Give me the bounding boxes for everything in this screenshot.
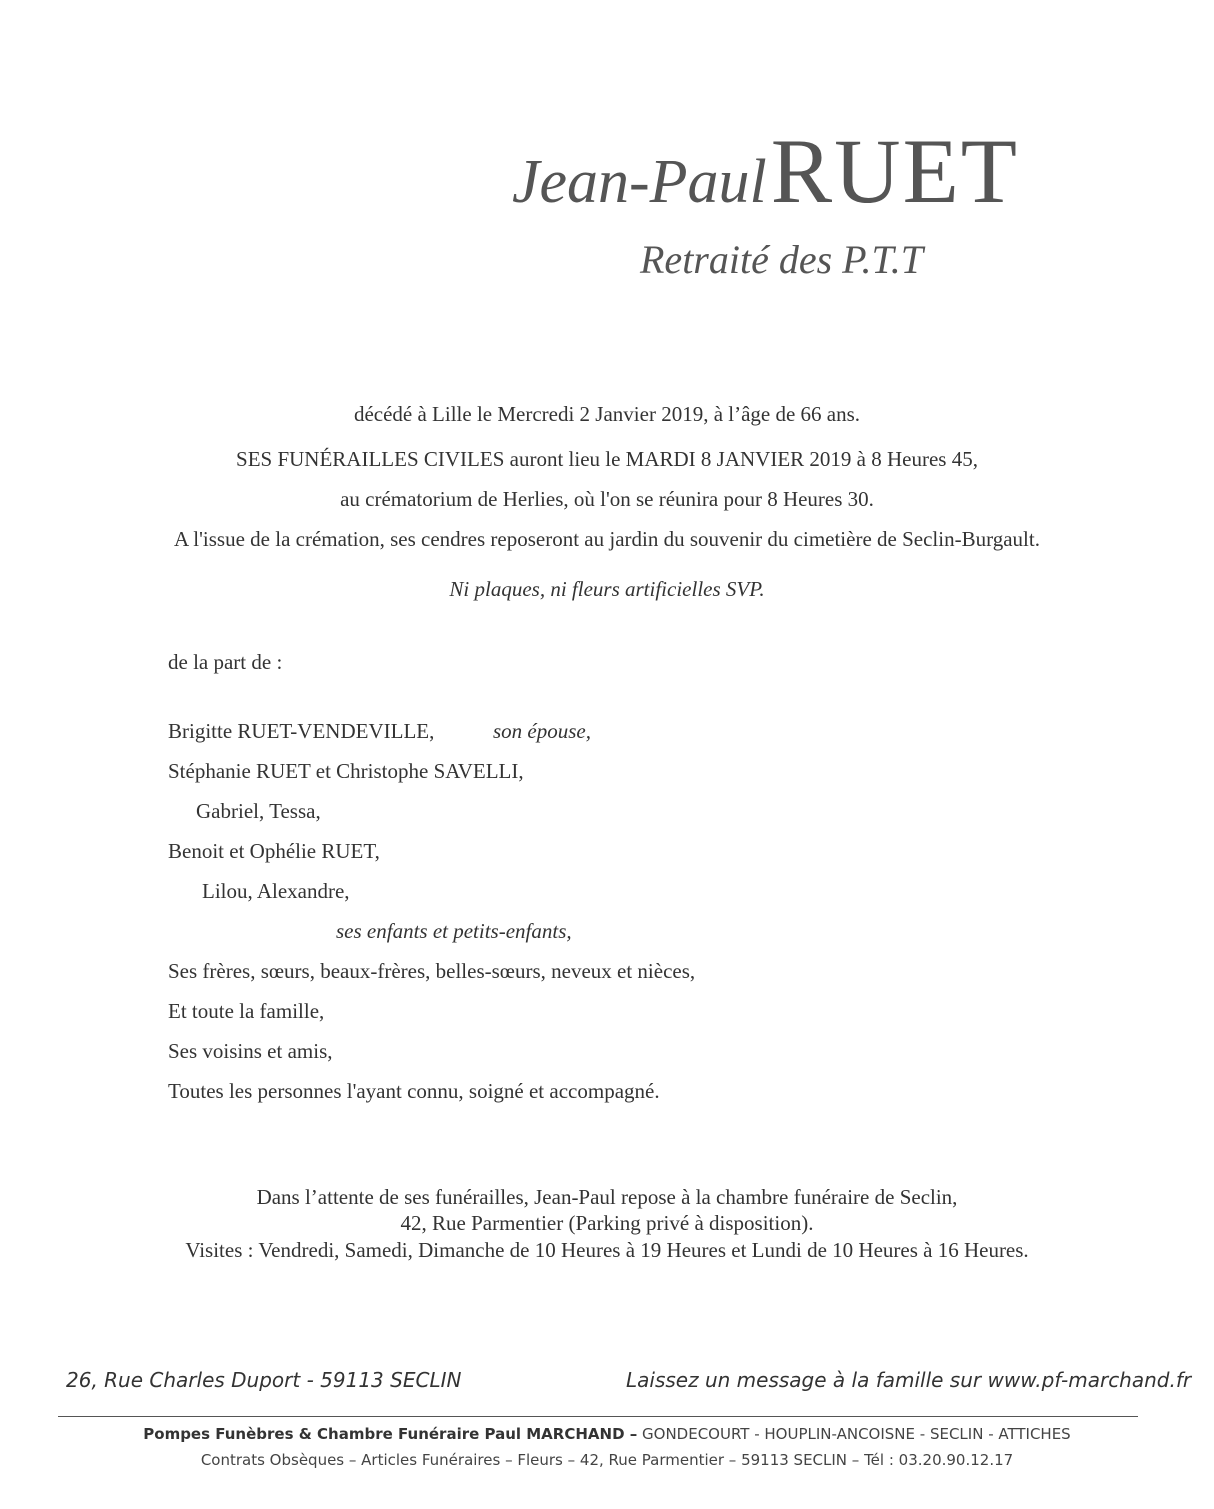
- message-website[interactable]: Laissez un message à la famille sur www.pf-marchand.fr: [626, 1368, 1192, 1392]
- services-line: Contrats Obsèques – Articles Funéraires – Fleurs – 42, Rue Parmentier – 59113 SECLIN – Tél : 03.20.90.12.17: [200, 1451, 1014, 1469]
- flowers-note: Ni plaques, ni fleurs artificielles SVP.: [449, 577, 765, 601]
- child-family-2: Benoit et Ophélie RUET,: [168, 839, 380, 863]
- friends-line: Ses voisins et amis,: [168, 1039, 333, 1063]
- funeral-date-line: SES FUNÉRAILLES CIVILES auront lieu le MARDI 8 JANVIER 2019 à 8 Heures 45,: [236, 447, 978, 471]
- grandchildren-2: Lilou, Alexandre,: [202, 879, 350, 903]
- ashes-line: A l'issue de la crémation, ses cendres reposeront au jardin du souvenir du cimetière de Seclin-Burgault.: [174, 527, 1040, 551]
- grandchildren-1: Gabriel, Tessa,: [196, 799, 321, 823]
- crematorium-line: au crématorium de Herlies, où l'on se réunira pour 8 Heures 30.: [340, 487, 874, 511]
- family-line: Et toute la famille,: [168, 999, 325, 1023]
- others-line: Toutes les personnes l'ayant connu, soigné et accompagné.: [168, 1079, 660, 1103]
- visitation-line-1: Dans l’attente de ses funérailles, Jean-Paul repose à la chambre funéraire de Seclin,: [256, 1185, 958, 1209]
- visitation-hours: Visites : Vendredi, Samedi, Dimanche de 10 Heures à 19 Heures et Lundi de 10 Heures à 16 Heures.: [185, 1238, 1029, 1262]
- company-towns: GONDECOURT - HOUPLIN-ANCOISNE - SECLIN - ATTICHES: [637, 1425, 1071, 1443]
- spouse-role: son épouse,: [493, 719, 591, 743]
- spouse-name: Brigitte RUET-VENDEVILLE,: [168, 719, 435, 743]
- children-role: ses enfants et petits-enfants,: [336, 919, 572, 943]
- company-line: [0, 1425, 1214, 1443]
- last-name: RUET: [770, 120, 1019, 222]
- company-name: Pompes Funèbres & Chambre Funéraire Paul MARCHAND –: [143, 1425, 638, 1443]
- visitation-line-2: 42, Rue Parmentier (Parking privé à disposition).: [400, 1211, 814, 1235]
- from-intro: de la part de :: [168, 650, 283, 674]
- first-name: Jean-Paul: [512, 148, 767, 216]
- funeral-home-address: 26, Rue Charles Duport - 59113 SECLIN: [66, 1368, 462, 1392]
- siblings-line: Ses frères, sœurs, beaux-frères, belles-sœurs, neveux et nièces,: [168, 959, 696, 983]
- child-family-1: Stéphanie RUET et Christophe SAVELLI,: [168, 759, 524, 783]
- occupation-subtitle: Retraité des P.T.T: [640, 237, 923, 282]
- footer-divider: [58, 1416, 1138, 1417]
- death-notice-line: décédé à Lille le Mercredi 2 Janvier 2019, à l’âge de 66 ans.: [353, 402, 861, 426]
